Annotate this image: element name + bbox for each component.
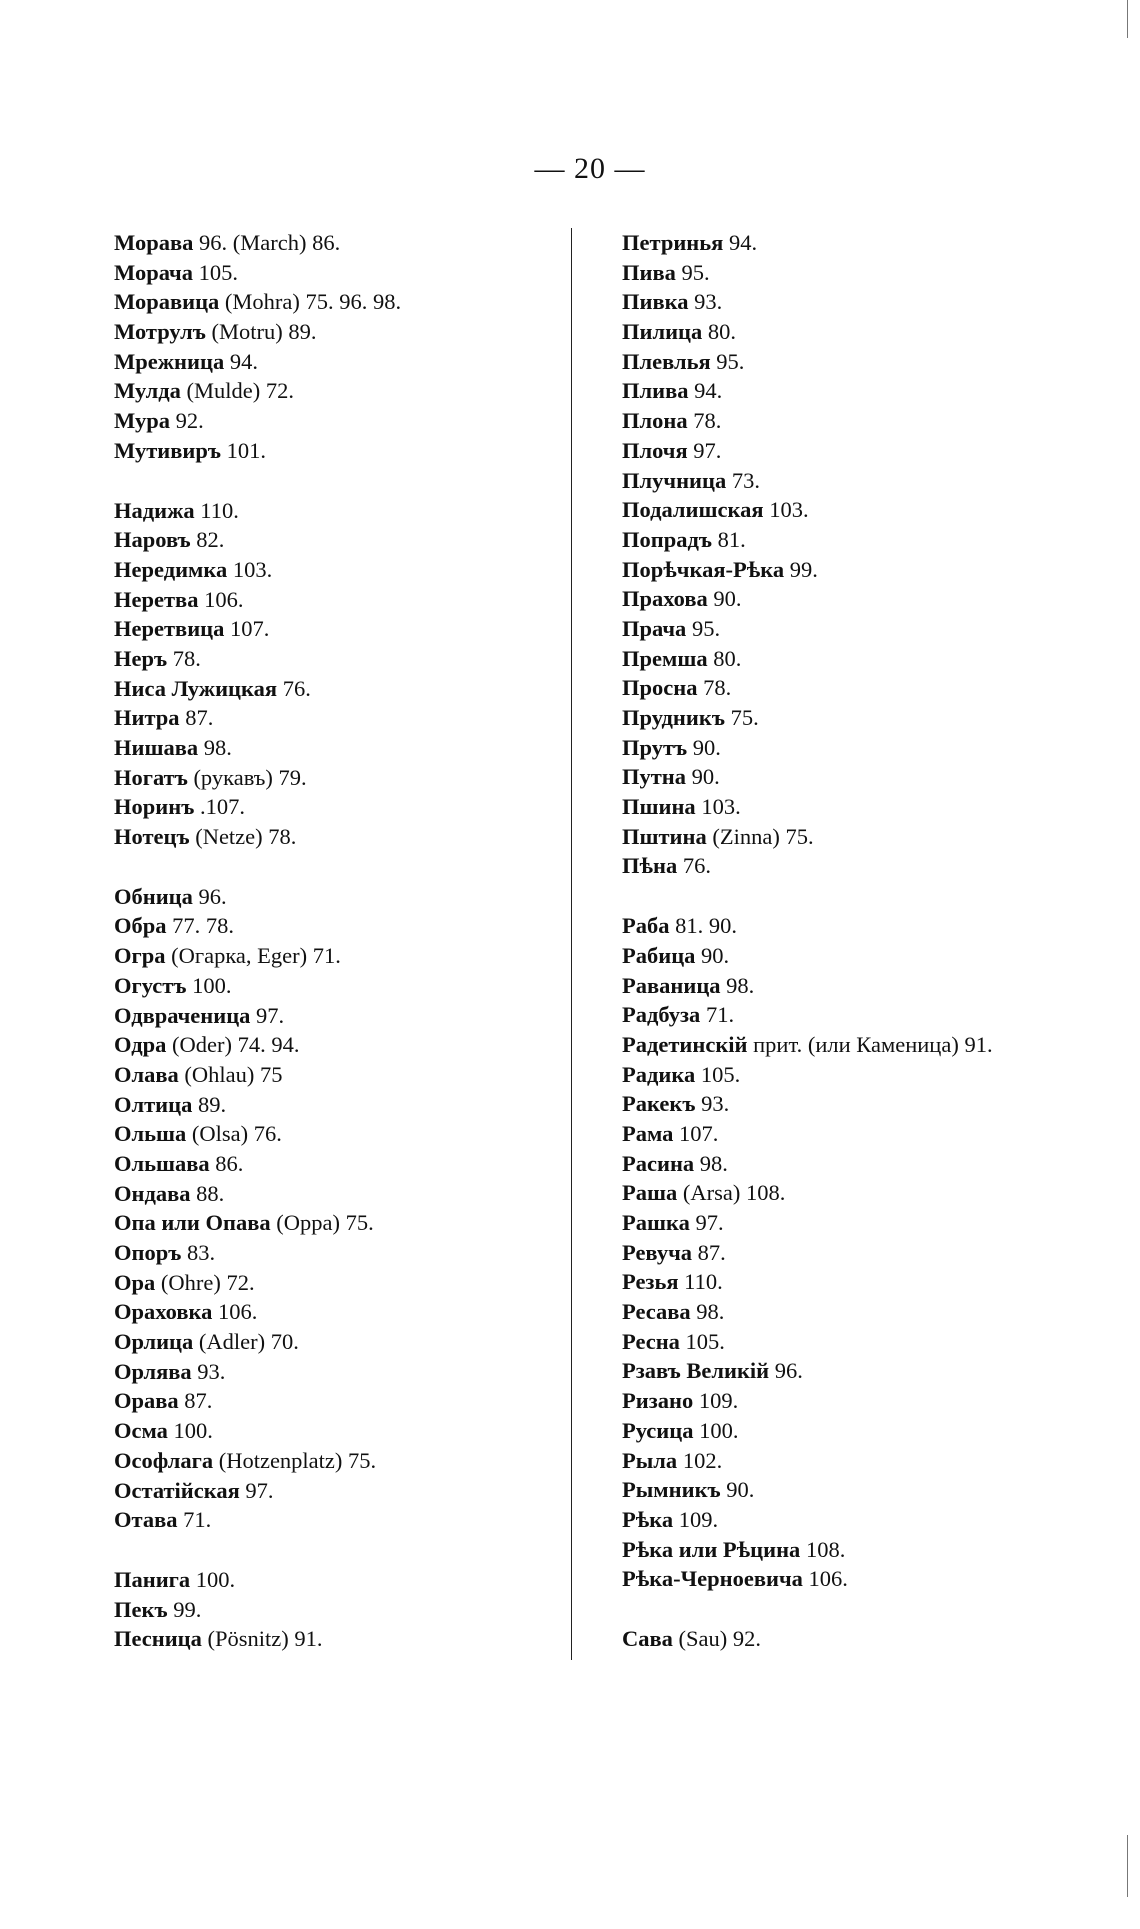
entry-reference: (Mohra) 75. 96. 98. xyxy=(224,289,402,315)
entry-reference: 87. xyxy=(697,1239,726,1265)
index-entry xyxy=(114,911,564,941)
entry-reference: 108. xyxy=(805,1536,846,1562)
index-entry xyxy=(114,555,564,585)
page-number: — 20 — xyxy=(534,152,646,185)
entry-word: Нитра xyxy=(114,705,180,731)
index-group xyxy=(114,496,564,852)
entry-word: Обра xyxy=(114,913,167,939)
entry-word: Одра xyxy=(114,1032,167,1058)
entry-reference: 96. xyxy=(198,883,227,909)
entry-word: Рыла xyxy=(622,1447,678,1473)
entry-reference: 90. xyxy=(692,734,721,760)
entry-word: Рашка xyxy=(622,1210,690,1235)
entry-reference: 101. xyxy=(226,437,266,463)
entry-reference: 97. xyxy=(245,1477,274,1503)
index-entry xyxy=(114,703,564,733)
entry-word: Прахова xyxy=(622,586,708,612)
entry-word: Ризано xyxy=(622,1388,694,1414)
entry-word: Огра xyxy=(114,943,166,969)
entry-word: Нишава xyxy=(114,735,199,760)
entry-word: Моравица xyxy=(114,289,220,315)
index-entry xyxy=(114,1297,564,1327)
index-group xyxy=(622,228,1092,881)
entry-word: Мрежница xyxy=(114,348,225,374)
entry-word: Ольша xyxy=(114,1121,187,1147)
entry-reference: 110. xyxy=(684,1269,723,1295)
index-entry xyxy=(622,1475,1092,1505)
entry-word: Пшина xyxy=(622,794,696,820)
index-entry xyxy=(114,258,564,288)
entry-reference: 103. xyxy=(232,556,273,582)
index-entry xyxy=(622,347,1092,377)
index-entry xyxy=(622,614,1092,644)
entry-reference: 96. xyxy=(774,1358,803,1384)
entry-word: Плевлья xyxy=(622,348,711,374)
index-entry xyxy=(114,1476,564,1506)
index-entry xyxy=(114,733,564,763)
index-entry xyxy=(114,1149,564,1179)
entry-reference: (рукавъ) 79. xyxy=(193,764,307,790)
entry-word: Остатійская xyxy=(114,1477,240,1503)
index-group xyxy=(114,228,564,466)
entry-word: Премша xyxy=(622,645,708,671)
entry-word: Петринья xyxy=(622,230,724,255)
index-entry xyxy=(622,822,1092,852)
entry-word: Отава xyxy=(114,1507,178,1533)
index-column-right xyxy=(622,228,1092,1684)
entry-reference: 95. xyxy=(681,259,710,285)
entry-word: Мутивиръ xyxy=(114,437,221,463)
entry-reference: 92. xyxy=(175,408,204,434)
entry-word: Одвраченица xyxy=(114,1002,251,1028)
entry-reference: (Mulde) 72. xyxy=(186,378,294,404)
index-entry xyxy=(622,1535,1092,1565)
entry-reference: 98. xyxy=(699,1150,728,1176)
entry-reference: 103. xyxy=(701,794,741,820)
entry-reference: 80. xyxy=(707,319,737,345)
entry-reference: (Adler) 70. xyxy=(198,1329,299,1355)
entry-reference: 106. xyxy=(218,1299,258,1325)
index-entry xyxy=(622,1446,1092,1476)
entry-word: Радика xyxy=(622,1061,696,1087)
entry-word: Ора xyxy=(114,1269,156,1295)
index-entry xyxy=(622,1030,1092,1060)
index-entry xyxy=(622,436,1092,466)
entry-reference: (Arsa) 108. xyxy=(682,1180,786,1206)
entry-reference: 98. xyxy=(203,735,232,760)
index-entry xyxy=(114,1179,564,1209)
entry-word: Пштина xyxy=(622,823,707,849)
entry-word: Рѣка xyxy=(622,1506,674,1532)
entry-reference: 90. xyxy=(701,942,730,968)
index-group xyxy=(114,1565,564,1654)
entry-word: Ософлага xyxy=(114,1447,214,1473)
entry-word: Песница xyxy=(114,1626,202,1652)
entry-word: Просна xyxy=(622,675,698,701)
column-divider xyxy=(571,228,572,1660)
entry-reference: 100. xyxy=(699,1417,739,1443)
entry-reference: 81. 90. xyxy=(675,913,737,939)
entry-reference: 73. xyxy=(731,467,760,493)
entry-reference: 78. xyxy=(172,645,201,671)
entry-word: Морава xyxy=(114,230,194,255)
entry-word: Опоръ xyxy=(114,1240,182,1265)
index-entry xyxy=(622,1089,1092,1119)
index-entry xyxy=(622,1208,1092,1238)
entry-word: Олтица xyxy=(114,1091,193,1117)
page-edge-line xyxy=(1127,0,1128,38)
entry-word: Рѣка или Рѣцина xyxy=(622,1536,801,1562)
index-entry xyxy=(622,1060,1092,1090)
index-entry xyxy=(114,1208,564,1238)
entry-reference: 75. xyxy=(730,705,759,730)
entry-word: Путна xyxy=(622,764,687,790)
index-entry xyxy=(114,1030,564,1060)
entry-word: Прудникъ xyxy=(622,705,725,730)
entry-word: Ниса Лужицкая xyxy=(114,675,278,701)
entry-word: Радбуза xyxy=(622,1002,701,1028)
entry-reference: 105. xyxy=(685,1328,725,1354)
entry-reference: 90. xyxy=(713,586,742,612)
entry-reference: 78. xyxy=(703,675,732,701)
index-entry xyxy=(114,436,564,466)
entry-word: Попрадъ xyxy=(622,526,712,552)
entry-reference: 87. xyxy=(184,1388,213,1414)
entry-word: Расина xyxy=(622,1150,695,1176)
entry-reference: (Oder) 74. 94. xyxy=(171,1032,300,1058)
entry-word: Опа или Опава xyxy=(114,1210,271,1236)
entry-word: Русица xyxy=(622,1417,694,1443)
index-entry xyxy=(622,376,1092,406)
entry-word: Порѣчкая-Рѣка xyxy=(622,556,785,582)
entry-word: Неретвица xyxy=(114,616,225,642)
entry-reference: 80. xyxy=(713,645,742,671)
entry-reference: (Olsa) 76. xyxy=(191,1121,282,1147)
index-entry xyxy=(622,851,1092,881)
index-entry xyxy=(114,644,564,674)
entry-word: Рама xyxy=(622,1120,674,1146)
index-entry xyxy=(622,584,1092,614)
index-entry xyxy=(622,733,1092,763)
entry-reference: 97. xyxy=(256,1002,285,1028)
entry-reference: 83. xyxy=(186,1240,216,1265)
entry-word: Мура xyxy=(114,408,170,434)
entry-word: Ресава xyxy=(622,1299,691,1325)
index-entry xyxy=(622,1356,1092,1386)
index-entry xyxy=(114,1595,564,1625)
entry-reference: 98. xyxy=(696,1299,725,1325)
entry-reference: 93. xyxy=(694,289,723,315)
entry-word: Раша xyxy=(622,1180,678,1206)
entry-word: Сава xyxy=(622,1625,673,1651)
entry-reference: 94. xyxy=(229,348,258,374)
index-group xyxy=(114,882,564,1535)
entry-word: Ольшава xyxy=(114,1150,210,1176)
index-entry xyxy=(114,525,564,555)
index-entry xyxy=(114,496,564,526)
index-entry xyxy=(114,674,564,704)
entry-reference: 93. xyxy=(701,1091,730,1117)
entry-word: Морача xyxy=(114,259,193,285)
index-entry xyxy=(622,406,1092,436)
entry-reference: 99. xyxy=(173,1596,202,1622)
entry-word: Неръ xyxy=(114,645,168,671)
index-entry xyxy=(114,287,564,317)
index-entry xyxy=(622,1149,1092,1179)
index-entry xyxy=(622,555,1092,585)
entry-reference: 90. xyxy=(726,1477,755,1503)
entry-reference: 71. xyxy=(183,1507,212,1533)
index-entry xyxy=(114,1001,564,1031)
entry-word: Обница xyxy=(114,883,193,909)
index-entry xyxy=(622,1000,1092,1030)
index-entry xyxy=(114,1505,564,1535)
entry-word: Рзавъ Великій xyxy=(622,1358,770,1384)
entry-word: Рабица xyxy=(622,942,696,968)
entry-word: Ревуча xyxy=(622,1239,693,1265)
entry-reference: 97. xyxy=(693,437,722,463)
index-entry xyxy=(622,1119,1092,1149)
entry-word: Мотрулъ xyxy=(114,319,206,345)
entry-word: Плучница xyxy=(622,467,727,493)
index-entry xyxy=(622,1386,1092,1416)
entry-word: Плона xyxy=(622,408,688,434)
entry-word: Пѣна xyxy=(622,853,678,879)
entry-word: Радетинскій xyxy=(622,1031,748,1057)
entry-word: Рѣка-Черноевича xyxy=(622,1566,803,1592)
entry-reference: (Oppa) 75. xyxy=(276,1210,374,1236)
entry-word: Прутъ xyxy=(622,734,688,760)
index-entry xyxy=(622,1238,1092,1268)
entry-word: Ондава xyxy=(114,1180,191,1206)
entry-reference: 102. xyxy=(682,1447,723,1473)
entry-reference: 78. xyxy=(693,408,722,434)
index-entry xyxy=(114,1238,564,1268)
entry-reference: 109. xyxy=(698,1388,739,1414)
page-edge-line xyxy=(1127,1835,1128,1897)
entry-reference: 93. xyxy=(197,1358,226,1384)
entry-reference: 96. (March) 86. xyxy=(198,230,341,255)
entry-word: Орлица xyxy=(114,1329,194,1355)
entry-reference: 106. xyxy=(808,1566,848,1592)
entry-word: Надижа xyxy=(114,497,195,523)
index-entry xyxy=(622,644,1092,674)
index-entry xyxy=(622,941,1092,971)
index-entry xyxy=(622,317,1092,347)
entry-word: Плочя xyxy=(622,437,688,463)
entry-word: Пекъ xyxy=(114,1596,168,1622)
entry-reference: 77. 78. xyxy=(172,913,235,939)
index-group xyxy=(622,1624,1092,1654)
entry-reference: 95. xyxy=(691,615,721,641)
index-entry xyxy=(114,763,564,793)
index-entry xyxy=(622,1267,1092,1297)
index-entry xyxy=(114,614,564,644)
index-group xyxy=(622,911,1092,1594)
entry-word: Ракекъ xyxy=(622,1091,696,1117)
index-entry xyxy=(622,762,1092,792)
index-entry xyxy=(622,258,1092,288)
index-entry xyxy=(622,792,1092,822)
entry-reference: (Motru) 89. xyxy=(211,319,317,345)
index-entry xyxy=(114,317,564,347)
entry-reference: 90. xyxy=(691,764,720,790)
entry-reference: 76. xyxy=(282,675,311,701)
index-column-left xyxy=(114,228,564,1684)
index-entry xyxy=(622,1297,1092,1327)
entry-word: Осма xyxy=(114,1418,168,1444)
entry-reference: 97. xyxy=(695,1210,724,1235)
entry-word: Прача xyxy=(622,615,687,641)
index-entry xyxy=(622,495,1092,525)
entry-word: Ораховка xyxy=(114,1299,213,1325)
entry-word: Пилица xyxy=(622,319,703,345)
index-entry xyxy=(114,1060,564,1090)
entry-reference: 103. xyxy=(769,497,809,523)
entry-word: Подалишская xyxy=(622,497,764,523)
index-entry xyxy=(622,703,1092,733)
index-entry xyxy=(622,228,1092,258)
entry-reference: 87. xyxy=(185,705,214,731)
entry-reference: 89. xyxy=(197,1091,227,1117)
entry-reference: 99. xyxy=(789,556,818,582)
entry-reference: .107. xyxy=(199,794,245,820)
entry-reference: 109. xyxy=(678,1506,719,1532)
entry-reference: 100. xyxy=(192,972,232,998)
index-entry xyxy=(622,911,1092,941)
entry-reference: (Zinna) 75. xyxy=(712,823,814,849)
entry-word: Нотецъ xyxy=(114,824,190,850)
entry-reference: 105. xyxy=(198,259,238,285)
entry-reference: (Ohre) 72. xyxy=(160,1269,255,1295)
index-entry xyxy=(622,525,1092,555)
index-entry xyxy=(114,1565,564,1595)
entry-word: Орлява xyxy=(114,1358,192,1384)
entry-word: Панига xyxy=(114,1566,191,1592)
index-entry xyxy=(114,1386,564,1416)
index-entry xyxy=(622,971,1092,1001)
entry-reference: 98. xyxy=(726,972,755,998)
entry-word: Раба xyxy=(622,913,670,939)
index-entry xyxy=(622,1178,1092,1208)
entry-reference: прит. (или Каменица) 91. xyxy=(753,1031,993,1057)
entry-reference: 107. xyxy=(230,616,270,642)
index-entry xyxy=(114,1119,564,1149)
entry-word: Ресна xyxy=(622,1328,680,1354)
entry-word: Пивка xyxy=(622,289,689,315)
index-entry xyxy=(114,941,564,971)
index-entry xyxy=(114,822,564,852)
entry-reference: 94. xyxy=(728,230,758,255)
entry-word: Наровъ xyxy=(114,527,191,553)
entry-word: Мулда xyxy=(114,378,181,404)
entry-word: Рымникъ xyxy=(622,1477,721,1503)
entry-reference: (Pösnitz) 91. xyxy=(207,1626,323,1652)
index-entry xyxy=(114,376,564,406)
entry-reference: 88. xyxy=(196,1180,225,1206)
entry-reference: 82. xyxy=(196,527,225,553)
entry-reference: (Netze) 78. xyxy=(195,824,297,850)
entry-word: Орава xyxy=(114,1388,179,1414)
entry-word: Плива xyxy=(622,378,689,404)
index-entry xyxy=(114,1268,564,1298)
index-entry xyxy=(114,406,564,436)
entry-word: Огустъ xyxy=(114,972,187,998)
entry-reference: 71. xyxy=(705,1002,735,1028)
index-entry xyxy=(622,1505,1092,1535)
entry-reference: 86. xyxy=(215,1150,244,1176)
entry-word: Ногатъ xyxy=(114,764,188,790)
index-entry xyxy=(114,347,564,377)
entry-reference: 81. xyxy=(717,526,746,552)
index-entry xyxy=(114,585,564,615)
index-entry xyxy=(114,1446,564,1476)
index-entry xyxy=(114,971,564,1001)
index-entry xyxy=(622,1327,1092,1357)
index-entry xyxy=(114,882,564,912)
entry-word: Раваница xyxy=(622,972,721,998)
entry-reference: (Огарка, Eger) 71. xyxy=(171,943,341,969)
index-entry xyxy=(622,1416,1092,1446)
entry-reference: 94. xyxy=(694,378,723,404)
index-entry xyxy=(114,1624,564,1654)
index-entry xyxy=(114,1357,564,1387)
index-entry xyxy=(114,1090,564,1120)
entry-reference: 106. xyxy=(204,586,244,612)
index-entry xyxy=(622,1624,1092,1654)
index-entry xyxy=(114,1416,564,1446)
entry-reference: 100. xyxy=(173,1418,213,1444)
entry-reference: 107. xyxy=(679,1120,719,1146)
entry-word: Олава xyxy=(114,1061,179,1087)
entry-reference: 110. xyxy=(200,497,239,523)
entry-word: Норинъ xyxy=(114,794,195,820)
index-entry xyxy=(622,673,1092,703)
entry-word: Нередимка xyxy=(114,556,228,582)
index-entry xyxy=(622,287,1092,317)
index-entry xyxy=(114,1327,564,1357)
index-entry xyxy=(114,228,564,258)
entry-reference: (Hotzenplatz) 75. xyxy=(218,1447,377,1473)
index-entry xyxy=(114,792,564,822)
index-entry xyxy=(622,1564,1092,1594)
entry-reference: 105. xyxy=(700,1061,741,1087)
entry-reference: (Ohlau) 75 xyxy=(184,1061,283,1087)
entry-reference: (Sau) 92. xyxy=(678,1625,762,1651)
index-entry xyxy=(622,466,1092,496)
entry-reference: 76. xyxy=(682,853,711,879)
entry-word: Резья xyxy=(622,1269,679,1295)
entry-word: Неретва xyxy=(114,586,199,612)
entry-word: Пива xyxy=(622,259,676,285)
entry-reference: 100. xyxy=(195,1566,236,1592)
entry-reference: 95. xyxy=(716,348,745,374)
